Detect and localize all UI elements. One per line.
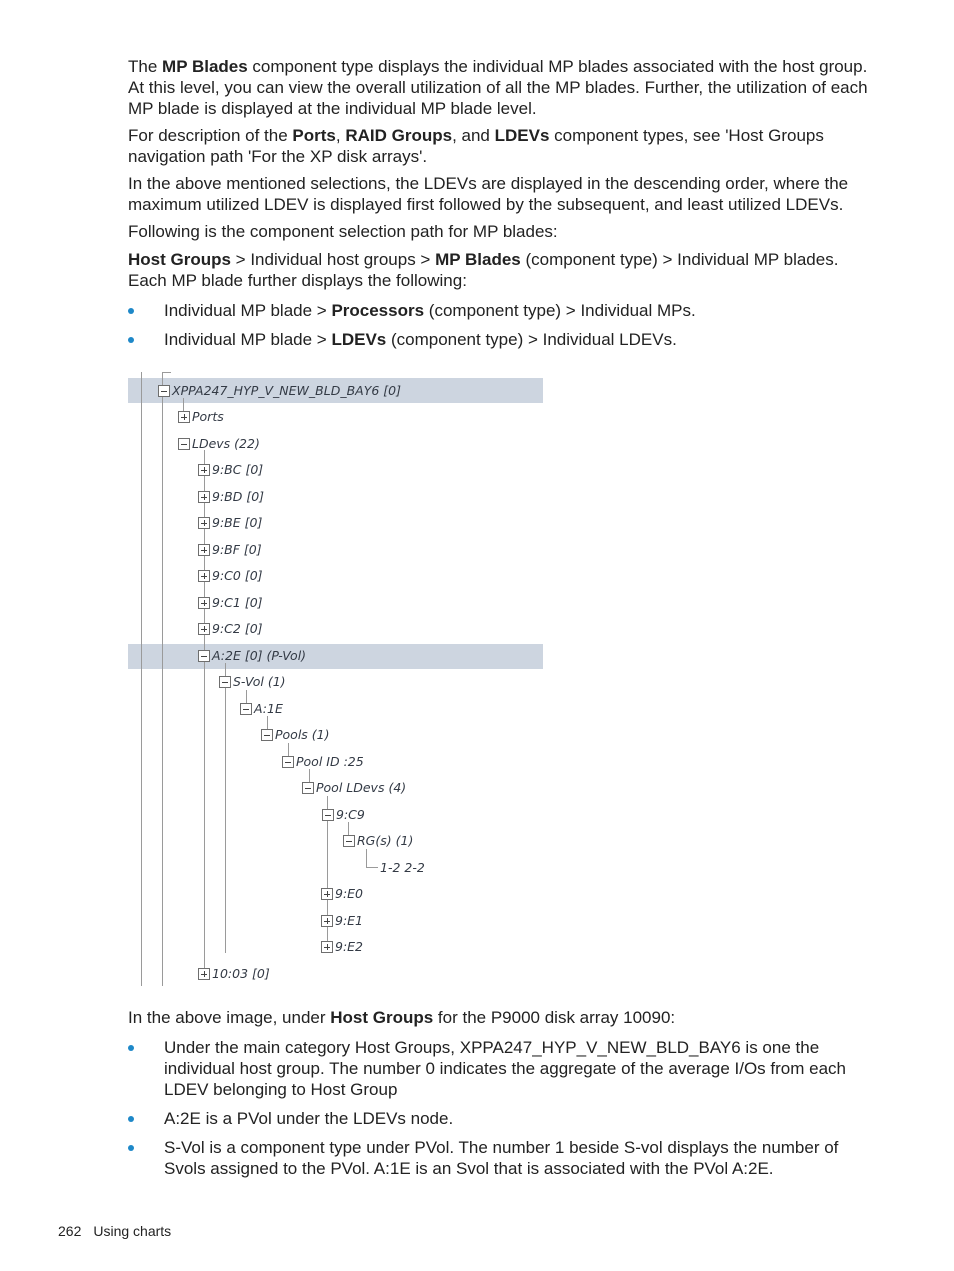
paragraph-ldev-order: In the above mentioned selections, the LDEVs are displayed in the descending order, where the maximum utilized LDEV is displayed first followed by the subsequent, and least utilized LDEVs. bbox=[128, 174, 849, 214]
page-footer bbox=[58, 1223, 183, 1239]
collapse-icon[interactable] bbox=[282, 756, 294, 768]
collapse-icon[interactable] bbox=[240, 703, 252, 715]
host-groups-tree: XPPA247_HYP_V_NEW_BLD_BAY6 [0] Ports LDevs (22) 9:BC [0] 9:BD [0] 9:BE [0] 9:BF [0] 9:C0 [0] 9:C1 [0] 9:C2 [0] A:2E [0] (P-Vol) S-Vol (1) A:1E Pools (1) Pool ID :25 Pool LDevs (4) 9:C9 RG(s) (1) 1-2 2-2 9:E0 9:E1 9:E2 10:03 [0] bbox=[128, 368, 544, 988]
expand-icon[interactable] bbox=[178, 411, 190, 423]
expand-icon[interactable] bbox=[198, 597, 210, 609]
tree-guide-line bbox=[366, 849, 367, 867]
page-number: 262 bbox=[58, 1223, 82, 1239]
collapse-icon[interactable] bbox=[219, 676, 231, 688]
expand-icon[interactable] bbox=[198, 464, 210, 476]
expand-icon[interactable] bbox=[321, 888, 333, 900]
collapse-icon[interactable] bbox=[158, 385, 170, 397]
expand-icon[interactable] bbox=[198, 968, 210, 980]
expand-icon[interactable] bbox=[198, 491, 210, 503]
tree-guide-line bbox=[141, 372, 142, 986]
collapse-icon[interactable] bbox=[198, 650, 210, 662]
bullet-dot-icon bbox=[128, 1116, 134, 1122]
bullet-dot-icon bbox=[128, 1145, 134, 1151]
collapse-icon[interactable] bbox=[178, 438, 190, 450]
bullet-dot-icon bbox=[128, 1045, 134, 1051]
expand-icon[interactable] bbox=[198, 517, 210, 529]
paragraph-image-explanation: In the above image, under Host Groups for the P9000 disk array 10090: bbox=[128, 1008, 676, 1027]
tree-guide-line bbox=[225, 663, 226, 953]
paragraph-mp-blades: The MP Blades component type displays the individual MP blades associated with the host group. At this level, you can view the overall utilization of all the MP blades. Further, the utilization of each MP blade is displayed at the individual MP blade level. bbox=[128, 57, 868, 118]
paragraph-selection-path-intro: Following is the component selection path for MP blades: bbox=[128, 222, 558, 241]
collapse-icon[interactable] bbox=[322, 809, 334, 821]
expand-icon[interactable] bbox=[198, 544, 210, 556]
collapse-icon[interactable] bbox=[343, 835, 355, 847]
expand-icon[interactable] bbox=[321, 941, 333, 953]
expand-icon[interactable] bbox=[198, 570, 210, 582]
expand-icon[interactable] bbox=[198, 623, 210, 635]
collapse-icon[interactable] bbox=[261, 729, 273, 741]
tree-guide-line bbox=[162, 372, 171, 373]
bullet-dot-icon bbox=[128, 337, 134, 343]
section-title: Using charts bbox=[93, 1223, 172, 1239]
expand-icon[interactable] bbox=[321, 915, 333, 927]
tree-row-highlight bbox=[128, 644, 543, 669]
paragraph-selection-path: Host Groups > Individual host groups > MP Blades (component type) > Individual MP blades. Each MP blade further displays the following: bbox=[128, 250, 839, 290]
collapse-icon[interactable] bbox=[302, 782, 314, 794]
tree-guide-line bbox=[366, 867, 378, 868]
bullet-dot-icon bbox=[128, 308, 134, 314]
tree-guide-line bbox=[162, 372, 163, 986]
paragraph-component-types: For description of the Ports, RAID Groups, and LDEVs component types, see 'Host Groups navigation path 'For the XP disk arrays'. bbox=[128, 126, 824, 166]
